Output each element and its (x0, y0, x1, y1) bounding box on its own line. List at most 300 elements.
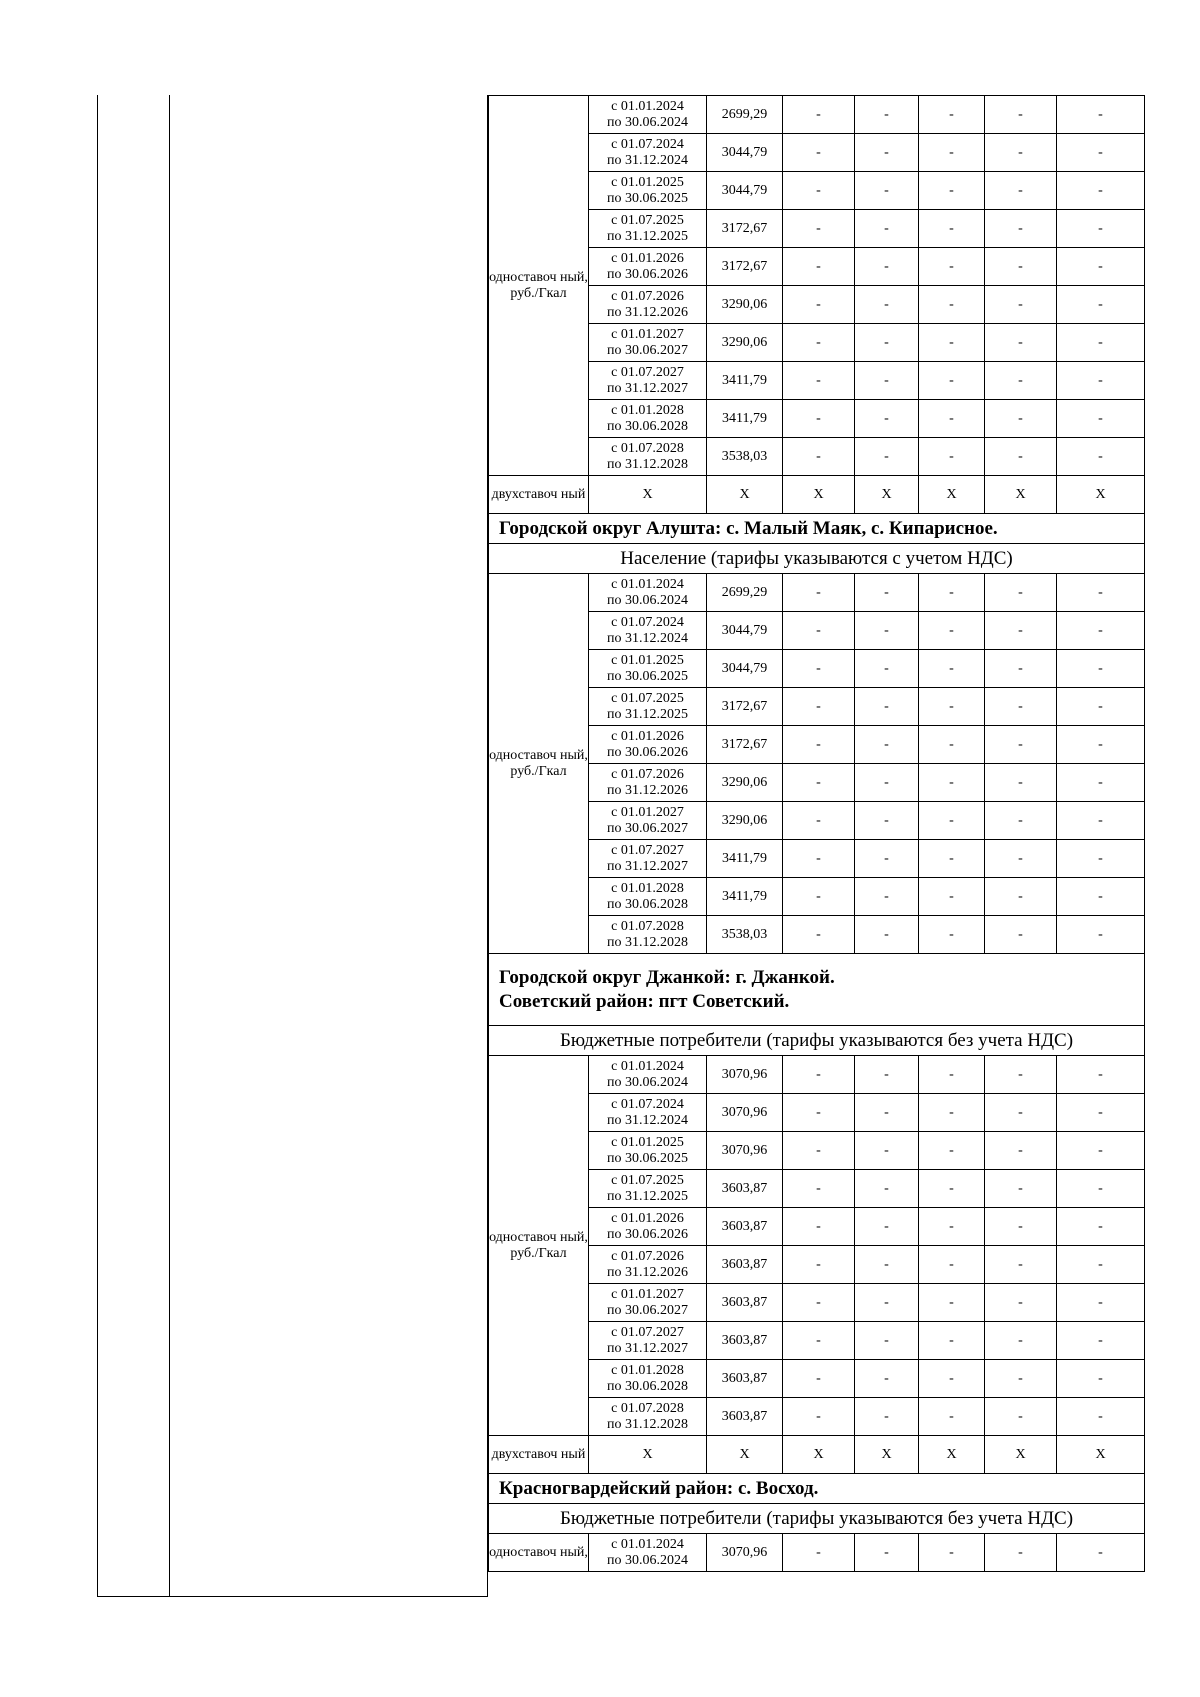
empty-dash: - (783, 1208, 855, 1246)
consumer-group-row (489, 1504, 1145, 1534)
empty-dash: - (783, 802, 855, 840)
empty-dash: - (783, 172, 855, 210)
period-cell (589, 1398, 707, 1436)
empty-dash: - (985, 362, 1057, 400)
empty-dash: - (1057, 1398, 1145, 1436)
period-cell (589, 324, 707, 362)
empty-dash: - (985, 878, 1057, 916)
period-cell (589, 916, 707, 954)
empty-dash: - (985, 1322, 1057, 1360)
empty-dash: - (783, 286, 855, 324)
period-to: по 31.12.2024 (607, 152, 688, 168)
empty-dash: - (855, 1246, 919, 1284)
empty-dash: - (855, 400, 919, 438)
tariff-value: 3603,87 (707, 1170, 783, 1208)
empty-dash: - (855, 1360, 919, 1398)
empty-dash: - (1057, 1534, 1145, 1572)
period-cell (589, 574, 707, 612)
empty-dash: - (985, 1170, 1057, 1208)
period-to: по 31.12.2026 (607, 1264, 688, 1280)
empty-dash: - (985, 324, 1057, 362)
section-heading-row (489, 514, 1145, 544)
tariff-value: 3603,87 (707, 1398, 783, 1436)
empty-dash: - (855, 362, 919, 400)
empty-dash: - (855, 574, 919, 612)
period-from: с 01.01.2025 (611, 652, 684, 668)
empty-dash: - (1057, 248, 1145, 286)
empty-dash: - (1057, 172, 1145, 210)
period-to: по 30.06.2028 (607, 418, 688, 434)
empty-dash: - (783, 1284, 855, 1322)
period-to: по 30.06.2026 (607, 1226, 688, 1242)
period-cell (589, 248, 707, 286)
not-applicable-mark: X (707, 1436, 783, 1474)
period-to: по 30.06.2025 (607, 190, 688, 206)
period-to: по 30.06.2024 (607, 1552, 688, 1568)
empty-dash: - (985, 210, 1057, 248)
two-part-label: двухставоч ный (489, 1436, 589, 1474)
not-applicable-mark: X (855, 1436, 919, 1474)
period-to: по 30.06.2025 (607, 1150, 688, 1166)
tariff-value: 3603,87 (707, 1322, 783, 1360)
empty-dash: - (1057, 1322, 1145, 1360)
period-from: с 01.01.2024 (611, 98, 684, 114)
tariff-value: 3044,79 (707, 650, 783, 688)
not-applicable-mark: X (855, 476, 919, 514)
tariff-value: 3172,67 (707, 210, 783, 248)
empty-dash: - (919, 1398, 985, 1436)
empty-dash: - (1057, 840, 1145, 878)
empty-dash: - (919, 172, 985, 210)
empty-dash: - (855, 438, 919, 476)
empty-dash: - (985, 1360, 1057, 1398)
empty-dash: - (985, 1132, 1057, 1170)
empty-dash: - (783, 362, 855, 400)
period-cell (589, 1132, 707, 1170)
not-applicable-mark: X (985, 476, 1057, 514)
period-cell (589, 1534, 707, 1572)
period-from: с 01.01.2025 (611, 174, 684, 190)
tariff-value: 3603,87 (707, 1208, 783, 1246)
empty-dash: - (783, 1360, 855, 1398)
empty-dash: - (985, 764, 1057, 802)
empty-dash: - (1057, 1056, 1145, 1094)
empty-dash: - (855, 1534, 919, 1572)
period-cell (589, 1284, 707, 1322)
table-border-bottom (97, 1596, 488, 1597)
empty-dash: - (919, 574, 985, 612)
empty-dash: - (1057, 1208, 1145, 1246)
section-heading-line: Советский район: пгт Советский. (499, 990, 790, 1012)
empty-dash: - (985, 1208, 1057, 1246)
empty-dash: - (919, 1208, 985, 1246)
not-applicable-mark: X (1057, 1436, 1145, 1474)
tariff-value: 3044,79 (707, 172, 783, 210)
empty-dash: - (855, 1056, 919, 1094)
period-from: с 01.01.2024 (611, 576, 684, 592)
tariff-value: 2699,29 (707, 574, 783, 612)
not-applicable-mark: X (919, 476, 985, 514)
empty-dash: - (919, 1322, 985, 1360)
empty-dash: - (783, 726, 855, 764)
period-from: с 01.07.2028 (611, 440, 684, 456)
period-to: по 31.12.2024 (607, 630, 688, 646)
period-from: с 01.07.2027 (611, 842, 684, 858)
empty-dash: - (783, 840, 855, 878)
period-to: по 30.06.2024 (607, 592, 688, 608)
empty-dash: - (919, 726, 985, 764)
empty-dash: - (985, 1284, 1057, 1322)
empty-dash: - (783, 1056, 855, 1094)
period-from: с 01.07.2024 (611, 1096, 684, 1112)
period-to: по 30.06.2026 (607, 266, 688, 282)
not-applicable-mark: X (1057, 476, 1145, 514)
period-from: с 01.07.2025 (611, 212, 684, 228)
tariff-table (488, 95, 1145, 1572)
period-from: с 01.07.2024 (611, 136, 684, 152)
empty-dash: - (855, 248, 919, 286)
tariff-value: 2699,29 (707, 96, 783, 134)
empty-dash: - (985, 172, 1057, 210)
empty-dash: - (985, 96, 1057, 134)
empty-dash: - (783, 400, 855, 438)
empty-dash: - (919, 1246, 985, 1284)
empty-dash: - (985, 1534, 1057, 1572)
period-cell (589, 802, 707, 840)
period-from: с 01.07.2028 (611, 1400, 684, 1416)
empty-dash: - (985, 1246, 1057, 1284)
tariff-value: 3290,06 (707, 324, 783, 362)
section-heading (489, 954, 1145, 1026)
period-from: с 01.01.2028 (611, 880, 684, 896)
period-cell (589, 1170, 707, 1208)
empty-dash: - (919, 840, 985, 878)
empty-dash: - (783, 574, 855, 612)
empty-dash: - (985, 574, 1057, 612)
empty-dash: - (855, 688, 919, 726)
empty-dash: - (919, 286, 985, 324)
tariff-value: 3290,06 (707, 802, 783, 840)
period-cell (589, 1056, 707, 1094)
period-to: по 31.12.2028 (607, 1416, 688, 1432)
period-to: по 30.06.2026 (607, 744, 688, 760)
period-cell (589, 134, 707, 172)
empty-dash: - (1057, 210, 1145, 248)
empty-dash: - (855, 172, 919, 210)
empty-dash: - (855, 1284, 919, 1322)
period-cell (589, 764, 707, 802)
empty-dash: - (855, 726, 919, 764)
consumer-group: Бюджетные потребители (тарифы указываются без учета НДС) (489, 1504, 1145, 1534)
period-from: с 01.01.2025 (611, 1134, 684, 1150)
period-cell (589, 96, 707, 134)
empty-dash: - (855, 1398, 919, 1436)
period-to: по 31.12.2025 (607, 1188, 688, 1204)
empty-dash: - (1057, 612, 1145, 650)
empty-dash: - (1057, 1246, 1145, 1284)
period-to: по 31.12.2027 (607, 858, 688, 874)
empty-dash: - (855, 324, 919, 362)
period-from: с 01.01.2028 (611, 1362, 684, 1378)
not-applicable-mark: X (783, 1436, 855, 1474)
empty-dash: - (1057, 96, 1145, 134)
consumer-group: Бюджетные потребители (тарифы указываются без учета НДС) (489, 1026, 1145, 1056)
empty-dash: - (919, 650, 985, 688)
period-from: с 01.07.2025 (611, 690, 684, 706)
empty-dash: - (919, 612, 985, 650)
period-from: с 01.01.2026 (611, 728, 684, 744)
period-cell (589, 1246, 707, 1284)
empty-dash: - (855, 878, 919, 916)
consumer-group-row (489, 1026, 1145, 1056)
empty-dash: - (985, 1094, 1057, 1132)
empty-dash: - (783, 1398, 855, 1436)
empty-dash: - (783, 324, 855, 362)
empty-dash: - (985, 1398, 1057, 1436)
empty-dash: - (985, 612, 1057, 650)
empty-dash: - (855, 802, 919, 840)
tariff-value: 3411,79 (707, 878, 783, 916)
tariff-value: 3290,06 (707, 764, 783, 802)
empty-dash: - (783, 1534, 855, 1572)
empty-dash: - (783, 1094, 855, 1132)
empty-dash: - (985, 916, 1057, 954)
not-applicable-mark: X (985, 1436, 1057, 1474)
tariff-value: 3290,06 (707, 286, 783, 324)
rate-type-label: одноставоч ный, руб./Гкал (489, 96, 589, 476)
empty-dash: - (919, 248, 985, 286)
two-part-row (489, 476, 1145, 514)
period-to: по 30.06.2025 (607, 668, 688, 684)
empty-dash: - (1057, 362, 1145, 400)
empty-dash: - (919, 1132, 985, 1170)
empty-dash: - (855, 764, 919, 802)
tariff-value: 3044,79 (707, 612, 783, 650)
empty-dash: - (1057, 1284, 1145, 1322)
empty-dash: - (783, 764, 855, 802)
empty-dash: - (1057, 916, 1145, 954)
tariff-value: 3044,79 (707, 134, 783, 172)
empty-dash: - (855, 286, 919, 324)
empty-dash: - (919, 1056, 985, 1094)
tariff-value: 3603,87 (707, 1246, 783, 1284)
tariff-value: 3411,79 (707, 362, 783, 400)
two-part-label: двухставоч ный (489, 476, 589, 514)
period-from: с 01.01.2027 (611, 326, 684, 342)
period-from: с 01.01.2028 (611, 402, 684, 418)
tariff-value: 3538,03 (707, 916, 783, 954)
empty-dash: - (919, 324, 985, 362)
empty-dash: - (783, 210, 855, 248)
empty-dash: - (985, 438, 1057, 476)
empty-dash: - (783, 248, 855, 286)
not-applicable-mark: X (919, 1436, 985, 1474)
period-cell (589, 650, 707, 688)
not-applicable-mark: X (589, 1436, 707, 1474)
empty-dash: - (855, 1170, 919, 1208)
period-to: по 30.06.2027 (607, 1302, 688, 1318)
empty-dash: - (919, 1360, 985, 1398)
period-from: с 01.01.2027 (611, 804, 684, 820)
tariff-value: 3411,79 (707, 400, 783, 438)
period-to: по 31.12.2026 (607, 304, 688, 320)
empty-dash: - (1057, 1132, 1145, 1170)
section-heading-row (489, 954, 1145, 1026)
period-from: с 01.07.2027 (611, 1324, 684, 1340)
period-cell (589, 688, 707, 726)
empty-dash: - (855, 96, 919, 134)
empty-dash: - (919, 362, 985, 400)
empty-dash: - (919, 210, 985, 248)
table-row (489, 1056, 1145, 1094)
empty-dash: - (783, 438, 855, 476)
empty-dash: - (1057, 650, 1145, 688)
empty-dash: - (855, 916, 919, 954)
empty-dash: - (783, 1322, 855, 1360)
empty-dash: - (1057, 688, 1145, 726)
empty-dash: - (985, 726, 1057, 764)
empty-dash: - (855, 650, 919, 688)
empty-dash: - (783, 1246, 855, 1284)
empty-dash: - (783, 96, 855, 134)
consumer-group: Население (тарифы указываются с учетом НДС) (489, 544, 1145, 574)
empty-dash: - (783, 1132, 855, 1170)
period-from: с 01.07.2027 (611, 364, 684, 380)
period-to: по 30.06.2028 (607, 1378, 688, 1394)
section-heading-row (489, 1474, 1145, 1504)
empty-dash: - (919, 878, 985, 916)
period-to: по 31.12.2025 (607, 228, 688, 244)
empty-dash: - (919, 1534, 985, 1572)
empty-dash: - (1057, 1094, 1145, 1132)
tariff-value: 3070,96 (707, 1094, 783, 1132)
table-row (489, 574, 1145, 612)
tariff-value: 3070,96 (707, 1056, 783, 1094)
tariff-value: 3070,96 (707, 1132, 783, 1170)
consumer-group-row (489, 544, 1145, 574)
empty-dash: - (1057, 1170, 1145, 1208)
tariff-table-body (489, 96, 1145, 1572)
empty-dash: - (985, 248, 1057, 286)
tariff-value: 3172,67 (707, 688, 783, 726)
empty-dash: - (855, 1208, 919, 1246)
period-cell (589, 878, 707, 916)
empty-dash: - (985, 650, 1057, 688)
empty-dash: - (985, 286, 1057, 324)
empty-dash: - (919, 688, 985, 726)
period-cell (589, 1094, 707, 1132)
empty-dash: - (1057, 438, 1145, 476)
not-applicable-mark: X (783, 476, 855, 514)
tariff-value: 3538,03 (707, 438, 783, 476)
empty-dash: - (783, 134, 855, 172)
period-from: с 01.01.2024 (611, 1536, 684, 1552)
empty-dash: - (855, 1094, 919, 1132)
empty-dash: - (985, 840, 1057, 878)
empty-dash: - (1057, 726, 1145, 764)
period-cell (589, 362, 707, 400)
not-applicable-mark: X (707, 476, 783, 514)
empty-dash: - (783, 916, 855, 954)
empty-dash: - (1057, 574, 1145, 612)
period-to: по 30.06.2024 (607, 114, 688, 130)
empty-dash: - (1057, 764, 1145, 802)
section-heading: Красногвардейский район: с. Восход. (489, 1474, 1145, 1504)
empty-dash: - (919, 400, 985, 438)
period-cell (589, 726, 707, 764)
rate-type-label: одноставоч ный, (489, 1534, 589, 1572)
tariff-value: 3070,96 (707, 1534, 783, 1572)
period-cell (589, 286, 707, 324)
empty-dash: - (919, 134, 985, 172)
empty-dash: - (1057, 878, 1145, 916)
tariff-value: 3603,87 (707, 1360, 783, 1398)
period-cell (589, 1208, 707, 1246)
empty-dash: - (919, 764, 985, 802)
empty-dash: - (919, 438, 985, 476)
tariff-value: 3172,67 (707, 248, 783, 286)
period-to: по 31.12.2026 (607, 782, 688, 798)
period-from: с 01.07.2028 (611, 918, 684, 934)
empty-dash: - (1057, 802, 1145, 840)
period-from: с 01.07.2026 (611, 1248, 684, 1264)
empty-dash: - (855, 210, 919, 248)
period-from: с 01.01.2027 (611, 1286, 684, 1302)
empty-dash: - (783, 1170, 855, 1208)
empty-dash: - (783, 612, 855, 650)
table-row (489, 1534, 1145, 1572)
period-cell (589, 1360, 707, 1398)
empty-dash: - (919, 1284, 985, 1322)
period-from: с 01.07.2026 (611, 766, 684, 782)
empty-dash: - (919, 916, 985, 954)
period-cell (589, 1322, 707, 1360)
empty-dash: - (985, 134, 1057, 172)
empty-dash: - (1057, 286, 1145, 324)
period-to: по 31.12.2028 (607, 456, 688, 472)
empty-dash: - (855, 840, 919, 878)
empty-dash: - (1057, 1360, 1145, 1398)
empty-dash: - (1057, 134, 1145, 172)
rate-type-label: одноставоч ный, руб./Гкал (489, 1056, 589, 1436)
period-to: по 30.06.2027 (607, 820, 688, 836)
empty-dash: - (783, 688, 855, 726)
period-from: с 01.07.2024 (611, 614, 684, 630)
empty-dash: - (985, 802, 1057, 840)
period-cell (589, 400, 707, 438)
period-cell (589, 210, 707, 248)
empty-dash: - (919, 96, 985, 134)
tariff-value: 3172,67 (707, 726, 783, 764)
period-to: по 31.12.2025 (607, 706, 688, 722)
period-to: по 30.06.2027 (607, 342, 688, 358)
empty-dash: - (919, 1094, 985, 1132)
section-heading-line: Городской округ Джанкой: г. Джанкой. (499, 966, 835, 988)
empty-dash: - (855, 1322, 919, 1360)
period-cell (589, 612, 707, 650)
empty-dash: - (1057, 400, 1145, 438)
empty-dash: - (783, 878, 855, 916)
empty-dash: - (855, 134, 919, 172)
period-from: с 01.01.2026 (611, 1210, 684, 1226)
period-cell (589, 840, 707, 878)
empty-dash: - (855, 1132, 919, 1170)
period-to: по 30.06.2024 (607, 1074, 688, 1090)
period-to: по 31.12.2024 (607, 1112, 688, 1128)
two-part-row (489, 1436, 1145, 1474)
tariff-value: 3411,79 (707, 840, 783, 878)
empty-dash: - (919, 802, 985, 840)
